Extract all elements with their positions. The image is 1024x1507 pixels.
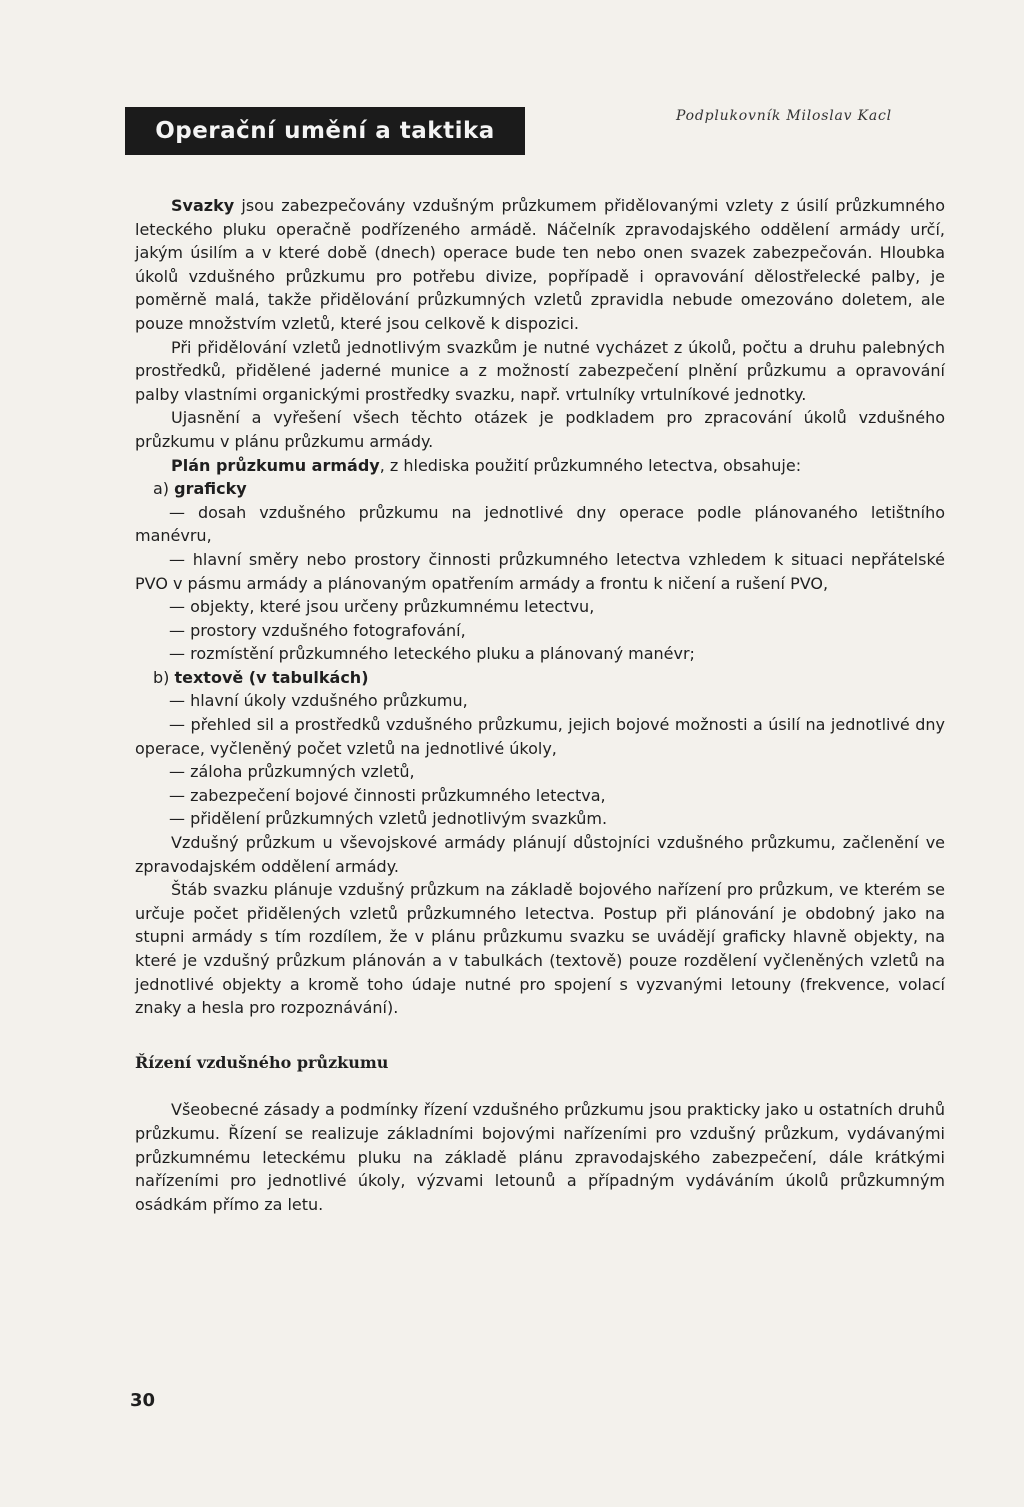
section-subheading: Řízení vzdušného průzkumu [135, 1052, 389, 1072]
paragraph-4-text: , z hlediska použití průzkumného letectva, obsahuje: [379, 455, 802, 475]
paragraph-1 [135, 194, 945, 336]
paragraph-2: Při přidělování vzletů jednotlivým svazkům je nutné vycházet z úkolů, počtu a druhu palebných prostředků, přidělené jaderné munice a z možností zabezpečení plnění průzkumu a opravování palby vlastními organickými prostředky svazku, např. vrtulníky vrtulníkové jednotky. [135, 337, 945, 404]
list-b-item: — přidělení průzkumných vzletů jednotlivým svazkům. [169, 809, 608, 829]
list-a-item: — hlavní směry nebo prostory činnosti průzkumného letectva vzhledem k situaci nepřátelské PVO v pásmu armády a plánovaným opatřením armády a frontu k ničení a rušení PVO, [135, 549, 945, 593]
list-b-prefix: b) [153, 667, 175, 687]
paragraph-6: Štáb svazku plánuje vzdušný průzkum na základě bojového nařízení pro průzkum, ve kterém se určuje počet přidělených vzletů průzkumného letectva. Postup při plánování je obdobný jako na stupni armády s tím rozdílem, že v plánu průzkumu svazku se uvádějí graficky hlavně objekty, na které je vzdušný průzkum plánován a v tabulkách (textově) pouze rozdělení vyčleněných vzletů na jednotlivé objekty a kromě toho údaje nutné pro spojení s vyzvanými letouny (frekvence, volací znaky a hesla pro rozpoznávání). [135, 880, 945, 1018]
list-b-item: — hlavní úkoly vzdušného průzkumu, [169, 691, 468, 711]
list-b-label: textově (v tabulkách) [174, 667, 369, 687]
author-name: Podplukovník Miloslav Kacl [676, 108, 892, 124]
paragraph-7: Všeobecné zásady a podmínky řízení vzdušného průzkumu jsou prakticky jako u ostatních druhů průzkumu. Řízení se realizuje základními bojovými nařízeními pro vzdušný průzkum, vydávanými průzkumnému leteckému pluku na základě plánu zpravodajského zabezpečení, dále krátkými nařízeními pro jednotlivé úkoly, výzvami letounů a případným vydáváním úkolů průzkumným osádkám přímo za letu. [135, 1100, 945, 1214]
list-a-item: — prostory vzdušného fotografování, [169, 620, 466, 640]
list-b-heading [135, 666, 945, 690]
page-number: 30 [130, 1390, 156, 1411]
list-b-item: — zabezpečení bojové činnosti průzkumného letectva, [169, 785, 606, 805]
section-title-banner: Operační umění a taktika [125, 107, 525, 155]
list-a-item: — objekty, které jsou určeny průzkumnému letectvu, [169, 597, 595, 617]
article-body [135, 194, 945, 1216]
list-b-item: — záloha průzkumných vzletů, [169, 762, 415, 782]
paragraph-4 [135, 454, 945, 478]
list-a-prefix: a) [153, 479, 175, 499]
paragraph-1-lead: Svazky [171, 196, 235, 215]
list-a-item: — dosah vzdušného průzkumu na jednotlivé dny operace podle plánovaného letištního manévru, [135, 502, 945, 546]
paragraph-4-lead: Plán průzkumu armády [171, 455, 380, 475]
list-a-item: — rozmístění průzkumného leteckého pluku a plánovaný manévr; [169, 644, 695, 664]
list-a-heading [135, 477, 945, 501]
list-b-item: — přehled sil a prostředků vzdušného průzkumu, jejich bojové možnosti a úsilí na jednotlivé dny operace, vyčleněný počet vzletů na jednotlivé úkoly, [135, 715, 945, 758]
paragraph-5: Vzdušný průzkum u vševojskové armády plánují důstojníci vzdušného průzkumu, začlenění ve zpravodajském oddělení armády. [135, 833, 945, 876]
paragraph-3: Ujasnění a vyřešení všech těchto otázek je podkladem pro zpracování úkolů vzdušného průzkumu v plánu průzkumu armády. [135, 408, 945, 451]
list-a-label: graficky [174, 479, 247, 499]
paragraph-1-text: jsou zabezpečovány vzdušným průzkumem přidělovanými vzlety z úsilí průzkumného leteckého pluku operačně podřízeného armádě. Náčelník zpravodajského oddělení armády určí, jakým úsilím a v které době (dnech) operace bude ten nebo onen svazek zabezpečován. Hloubka úkolů vzdušného průzkumu pro potřebu divize, popřípadě i opravování dělostřelecké palby, je poměrně malá, takže přidělování průzkumných vzletů zpravidla nebude omezováno doletem, ale pouze množstvím vzletů, které jsou celkově k dispozici. [135, 196, 945, 333]
